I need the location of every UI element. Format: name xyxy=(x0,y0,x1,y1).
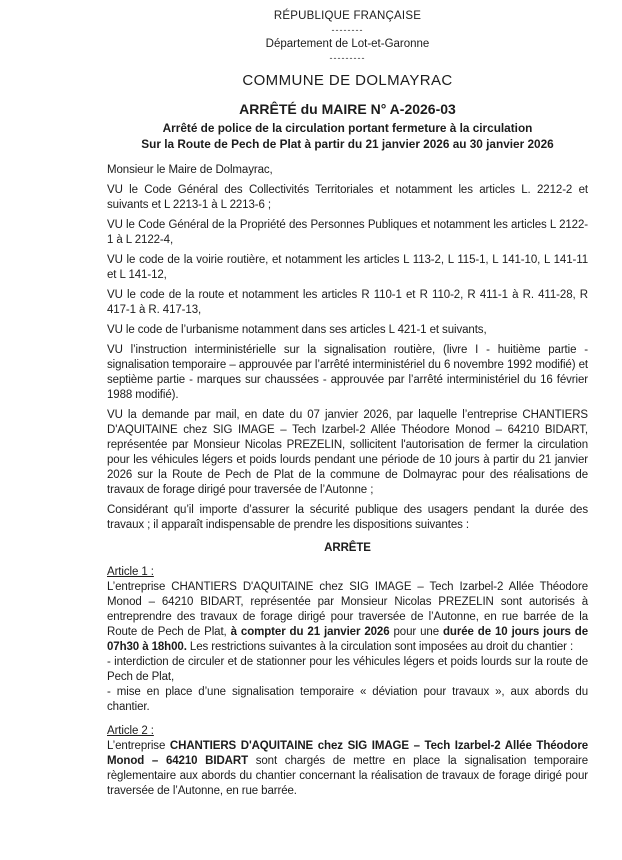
text-run: VU le code de l’urbanisme notamment dans ses articles L 421-1 et suivants, xyxy=(107,324,487,336)
text-run: sont chargés de mettre en place la signalisation temporaire règlementaire aux abords du chantier concernant la réalisation de travaux de forage dirigé pour traversée de l’Autonne, en rue barrée. xyxy=(107,755,589,797)
decree-subtitle-line2: Sur la Route de Pech de Plat à partir du 21 janvier 2026 au 30 janvier 2026 xyxy=(141,136,554,151)
decree-number-title: ARRÊTÉ du MAIRE N° A-2026-03 xyxy=(239,101,456,117)
vu-demande xyxy=(107,408,588,498)
text-run: Article 2 : xyxy=(107,725,154,737)
text-run: L’entreprise xyxy=(107,740,170,752)
document-header xyxy=(107,9,588,90)
arrete-heading xyxy=(107,541,588,556)
text-run: VU le code de la route et notamment les articles R 110-1 et R 110-2, R 411-1 à R. 411-28, R 417-1 à R. 417-13, xyxy=(107,289,588,316)
article-2-text xyxy=(107,739,588,799)
text-run: VU le Code Général de la Propriété des Personnes Publiques et notamment les articles L 2122-1 à L 2122-4, xyxy=(107,219,588,246)
text-run: - mise en place d’une signalisation temporaire « déviation pour travaux », aux abords du chantier. xyxy=(107,686,588,713)
salutation xyxy=(107,163,588,178)
text-run: ARRÊTE xyxy=(324,542,371,554)
vu-code-propriete xyxy=(107,218,588,248)
commune-title: COMMUNE DE DOLMAYRAC xyxy=(242,72,453,89)
text-run: Monsieur le Maire de Dolmayrac, xyxy=(107,164,273,176)
text-run: L’entreprise CHANTIERS D'AQUITAINE chez SIG IMAGE – Tech Izarbel-2 Allée Théodore Monod – 64210 BIDART, représentée par Monsieur Nicolas PREZELIN sont autorisés à entreprendre des travaux de forage dirigé pour traversée de l’Autonne, en rue barrée de la Route de Pech de Plat, xyxy=(107,581,588,638)
article-2-heading xyxy=(107,724,588,739)
text-run: pour une xyxy=(389,626,443,638)
text-run: VU le code de la voirie routière, et notamment les articles L 113-2, L 115-1, L 141-10, L 141-11 et L 141-12, xyxy=(107,254,588,281)
text-run: VU le Code Général des Collectivités Territoriales et notamment les articles L. 2212-2 et suivants et L 2213-1 à L 2213-6 ; xyxy=(107,184,588,211)
vu-instruction xyxy=(107,343,588,403)
restriction-item-1 xyxy=(107,655,588,685)
article-1-text xyxy=(107,580,588,655)
text-run: à compter du 21 janvier 2026 xyxy=(230,626,390,638)
text-run: durée de 10 jours jours de 07h30 à 18h00. xyxy=(107,626,589,653)
vu-code-route xyxy=(107,288,588,318)
vu-code-urbanisme xyxy=(107,323,588,338)
header-separator-top: -------- xyxy=(331,25,364,35)
document-body xyxy=(107,163,588,799)
text-run: CHANTIERS D'AQUITAINE chez SIG IMAGE – Tech Izarbel-2 Allée Théodore Monod – 64210 BIDART xyxy=(107,740,588,767)
department-title: Département de Lot-et-Garonne xyxy=(265,38,430,50)
text-run: Considérant qu’il importe d’assurer la sécurité publique des usagers pendant la durée des travaux ; il apparaît indispensable de prendre les dispositions suivantes : xyxy=(107,504,588,531)
article-1-heading xyxy=(107,565,588,580)
considerant xyxy=(107,503,588,533)
republic-title: RÉPUBLIQUE FRANÇAISE xyxy=(273,10,422,22)
decree-title-block xyxy=(107,101,588,152)
vu-code-voirie xyxy=(107,253,588,283)
vu-code-collectivites xyxy=(107,183,588,213)
text-run: VU la demande par mail, en date du 07 janvier 2026, par laquelle l’entreprise CHANTIERS D'AQUITAINE chez SIG IMAGE – Tech Izarbel-2 Allée Théodore Monod – 64210 BIDART, représentée par Monsieur Nicolas PREZELIN, sollicitent l'autorisation de fermer la circulation pour les véhicules légers et poids lourds pendant une période de 10 jours à partir du 21 janvier 2026 sur la Route de Pech de Plat de la commune de Dolmayrac pour des réalisations de travaux de forage dirigé pour traversée de l’Autonne ; xyxy=(107,409,588,496)
text-run: - interdiction de circuler et de stationner pour les véhicules légers et poids lourds sur la route de Pech de Plat, xyxy=(107,656,588,683)
decree-subtitle-line1: Arrêté de police de la circulation portant fermeture à la circulation xyxy=(162,121,533,135)
text-run: VU l’instruction interministérielle sur la signalisation routière, (livre I - huitième partie - signalisation temporaire – approuvée par l’arrêté interministériel du 6 novembre 1992 modifié) et septième partie - marques sur chaussées - approuvée par l’arrêté interministériel du 16 février 1988 modifié). xyxy=(107,344,588,401)
text-run: Article 1 : xyxy=(107,566,154,578)
header-separator-bottom: --------- xyxy=(329,53,366,63)
restriction-item-2 xyxy=(107,685,588,715)
text-run: Les restrictions suivantes à la circulation sont imposées au droit du chantier : xyxy=(186,641,574,653)
